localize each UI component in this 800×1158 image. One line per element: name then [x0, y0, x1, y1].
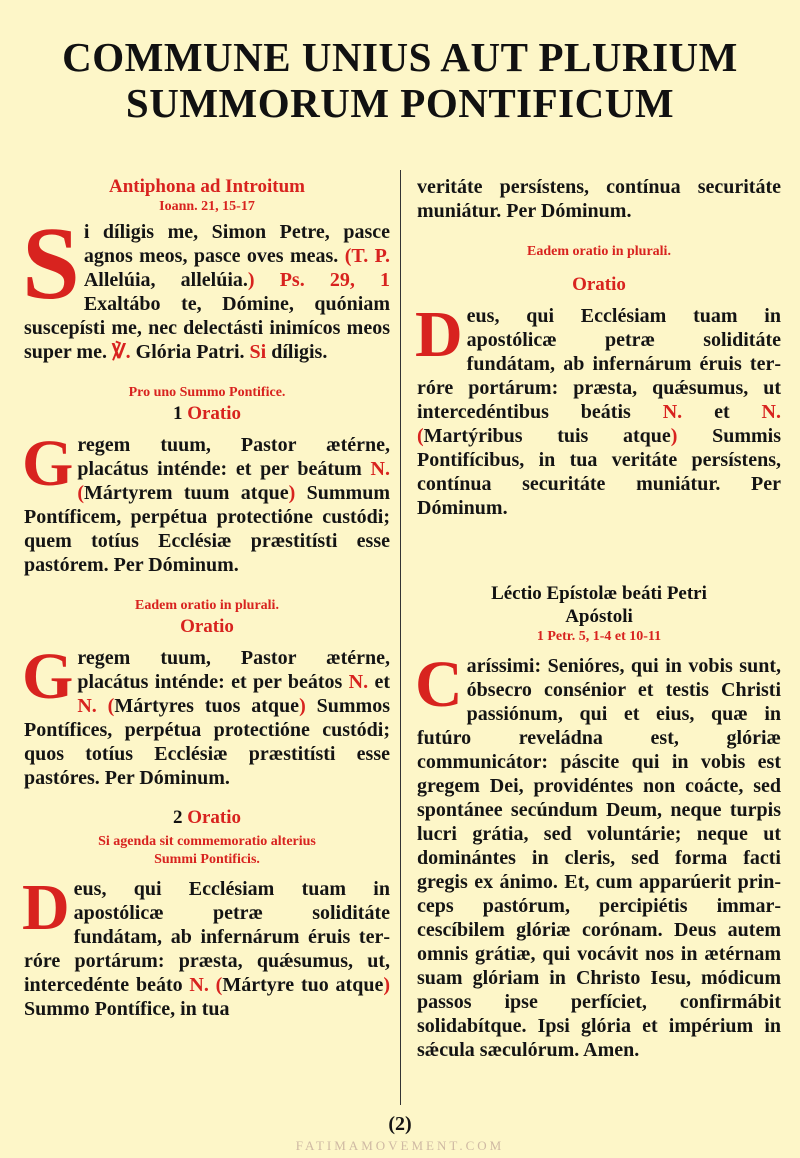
dropcap-d: D — [22, 871, 70, 944]
dropcap-g: G — [22, 427, 74, 500]
oratio-1-heading: 1 Oratio — [172, 403, 242, 424]
dropcap-c: C — [415, 648, 463, 721]
left-column — [24, 175, 390, 1021]
introit-heading: Antiphona ad Introitum — [108, 176, 306, 197]
oratio-2-text: Deus, qui Ecclésiam tuam in apostólicæ petræ soliditáte fundátam, ab infernárum éruis terróre portárum: præsta, quǽsumus, ut, intercedénte beáto N. (Mártyre tuo atque) Summo Pontífice, in tua — [22, 871, 390, 1020]
dropcap-g-2: G — [22, 640, 74, 713]
oratio-2-rubric-1: Si agenda sit commemoratio alterius — [98, 834, 316, 849]
oratio-2-rubric-2: Summi Pontificis. — [154, 852, 260, 867]
versicle-symbol: ℣. — [111, 341, 131, 363]
oratio-2-heading: 2 Oratio — [172, 807, 242, 828]
dropcap-s: S — [22, 206, 80, 321]
title-line-1: COMMUNE UNIUS AUT PLURIUM — [62, 34, 738, 80]
oratio-plural-2-text: Deus, qui Ecclésiam tuam in apostólicæ petræ soliditáte fundátam, ab infernárum éruis terróre portárum: præsta, quǽsumus, ut intercedéntibus beátis N. et N. (Martýribus tuis atque) Summis Pontifícibus, in tua veritáte persístens, contínua securitáte muniátur. Per Dóminum. — [415, 298, 781, 519]
dropcap-d-2: D — [415, 298, 463, 371]
introit-reference: Ioann. 21, 15-17 — [159, 199, 255, 214]
oratio-1-rubric: Pro uno Summo Pontifice. — [128, 385, 286, 400]
oratio-plural-rubric: Eadem oratio in plurali. — [135, 598, 279, 613]
page-number: (2) — [388, 1113, 412, 1135]
lectio-heading-2: Apóstoli — [565, 606, 633, 627]
oratio-plural-text: Gregem tuum, Pastor ætérne, placátus inténde: et per beátos N. et N. (Mártyres tuos atque) Summos Pontífices, perpétua protectióne custódi; quos totíus Ecclésiæ præstitísti esse pastóres. Per Dóminum. — [22, 640, 390, 789]
right-column — [417, 175, 781, 1062]
oratio-1-text: Gregem tuum, Pastor ætérne, placátus inténde: et per beátum N. (Mártyrem tuum atque) Summum Pontíficem, perpétua protectióne custódi; quem totíus Ecclésiæ præstitísti esse pastórem. Per Dóminum. — [22, 427, 390, 576]
oratio-plural-2-rubric: Eadem oratio in plurali. — [527, 244, 671, 259]
introit-text: Si díligis me, Simon Petre, pasce agnos meos, pasce oves meas. (T. P. Allelúia, allelúia.) Ps. 29, 1 Exaltábo te, Dómine, quóniam suscepísti me, nec delectásti inimícos meos super me. ℣. Glória Patri. Si díligis. — [22, 206, 390, 363]
lectio-heading-1: Léctio Epístolæ beáti Petri — [491, 583, 707, 604]
oratio-plural-2-heading: Oratio — [572, 274, 626, 295]
column-divider — [400, 170, 401, 1105]
page-title — [0, 34, 800, 126]
lectio-reference: 1 Petr. 5, 1-4 et 10-11 — [536, 629, 662, 644]
lectio-text: Caríssimi: Senióres, qui in vobis sunt, óbsecro consénior et testis Christi passiónum, qui et eius, quæ in futúro reveládna est, glóriæ communicátor: páscite qui in vobis est gregem Dei, providéntes non coácte, sed spontánee secúndum Deum, neque turpis lucri grátia, sed voluntárie; neque ut dominántes in cleris, sed forma facti gregis ex ánimo. Et, cum apparúerit princeps pastórum, percipiétis immarcescíbilem glóriæ corónam. Deus autem omnis grátiæ, qui vocávit nos in ætérnam suam glóriam in Christo Iesu, módicum passos ipse perfíciet, confirmábit solidabítque. Ipsi glória et impérium in sǽcula sæculórum. Amen. — [415, 648, 781, 1061]
oratio-plural-heading: Oratio — [180, 616, 234, 637]
title-line-2: SUMMORUM PONTIFICUM — [125, 80, 675, 126]
watermark: FATIMAMOVEMENT.COM — [295, 1138, 505, 1153]
continuation-text: veritáte persístens, contínua securitáte muniátur. Per Dóminum. — [417, 176, 781, 222]
